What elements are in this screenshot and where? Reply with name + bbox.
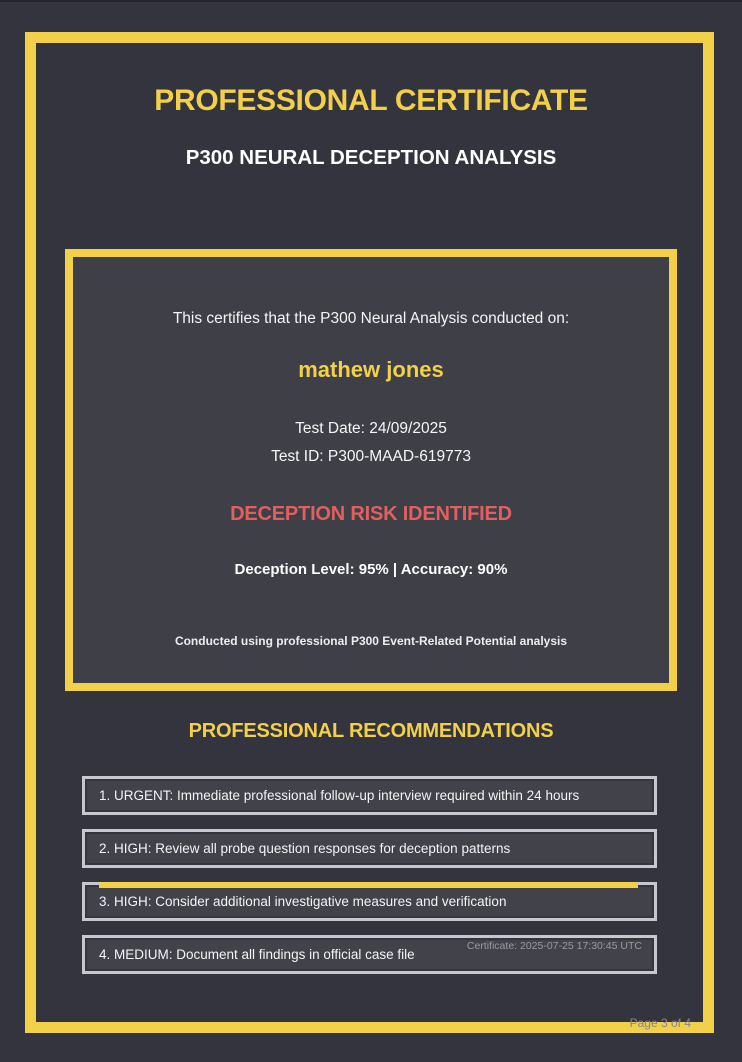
- window-top-edge: [0, 0, 742, 2]
- page-indicator: Page 3 of 4: [629, 1016, 691, 1030]
- certificate-timestamp: Certificate: 2025-07-25 17:30:45 UTC: [466, 940, 642, 952]
- certificate-subtitle: P300 NEURAL DECEPTION ANALYSIS: [185, 146, 557, 169]
- test-id: Test ID: P300-MAAD-619773: [271, 448, 471, 465]
- recommendation-item-3: [82, 882, 657, 921]
- subject-name: mathew jones: [298, 357, 444, 382]
- recommendation-text: 1. URGENT: Immediate professional follow-up interview required within 24 hours: [99, 788, 580, 803]
- risk-status: DECEPTION RISK IDENTIFIED: [230, 503, 512, 525]
- yellow-highlight-stripe: [99, 882, 638, 888]
- recommendation-text: 2. HIGH: Review all probe question responses for deception patterns: [99, 841, 511, 856]
- recommendation-text: 3. HIGH: Consider additional investigative measures and verification: [99, 894, 507, 909]
- certify-statement: This certifies that the P300 Neural Analysis conducted on:: [172, 310, 570, 327]
- recommendation-text: 4. MEDIUM: Document all findings in official case file: [99, 947, 415, 962]
- recommendation-item-4: [82, 935, 657, 974]
- recommendation-item-2: [82, 829, 657, 868]
- certificate-title: PROFESSIONAL CERTIFICATE: [154, 84, 588, 117]
- test-date: Test Date: 24/09/2025: [295, 420, 447, 437]
- method-note: Conducted using professional P300 Event-Related Potential analysis: [174, 634, 568, 648]
- recommendation-item-1: [82, 776, 657, 815]
- recommendations-heading: PROFESSIONAL RECOMMENDATIONS: [188, 720, 554, 742]
- deception-metrics: Deception Level: 95% | Accuracy: 90%: [234, 561, 508, 578]
